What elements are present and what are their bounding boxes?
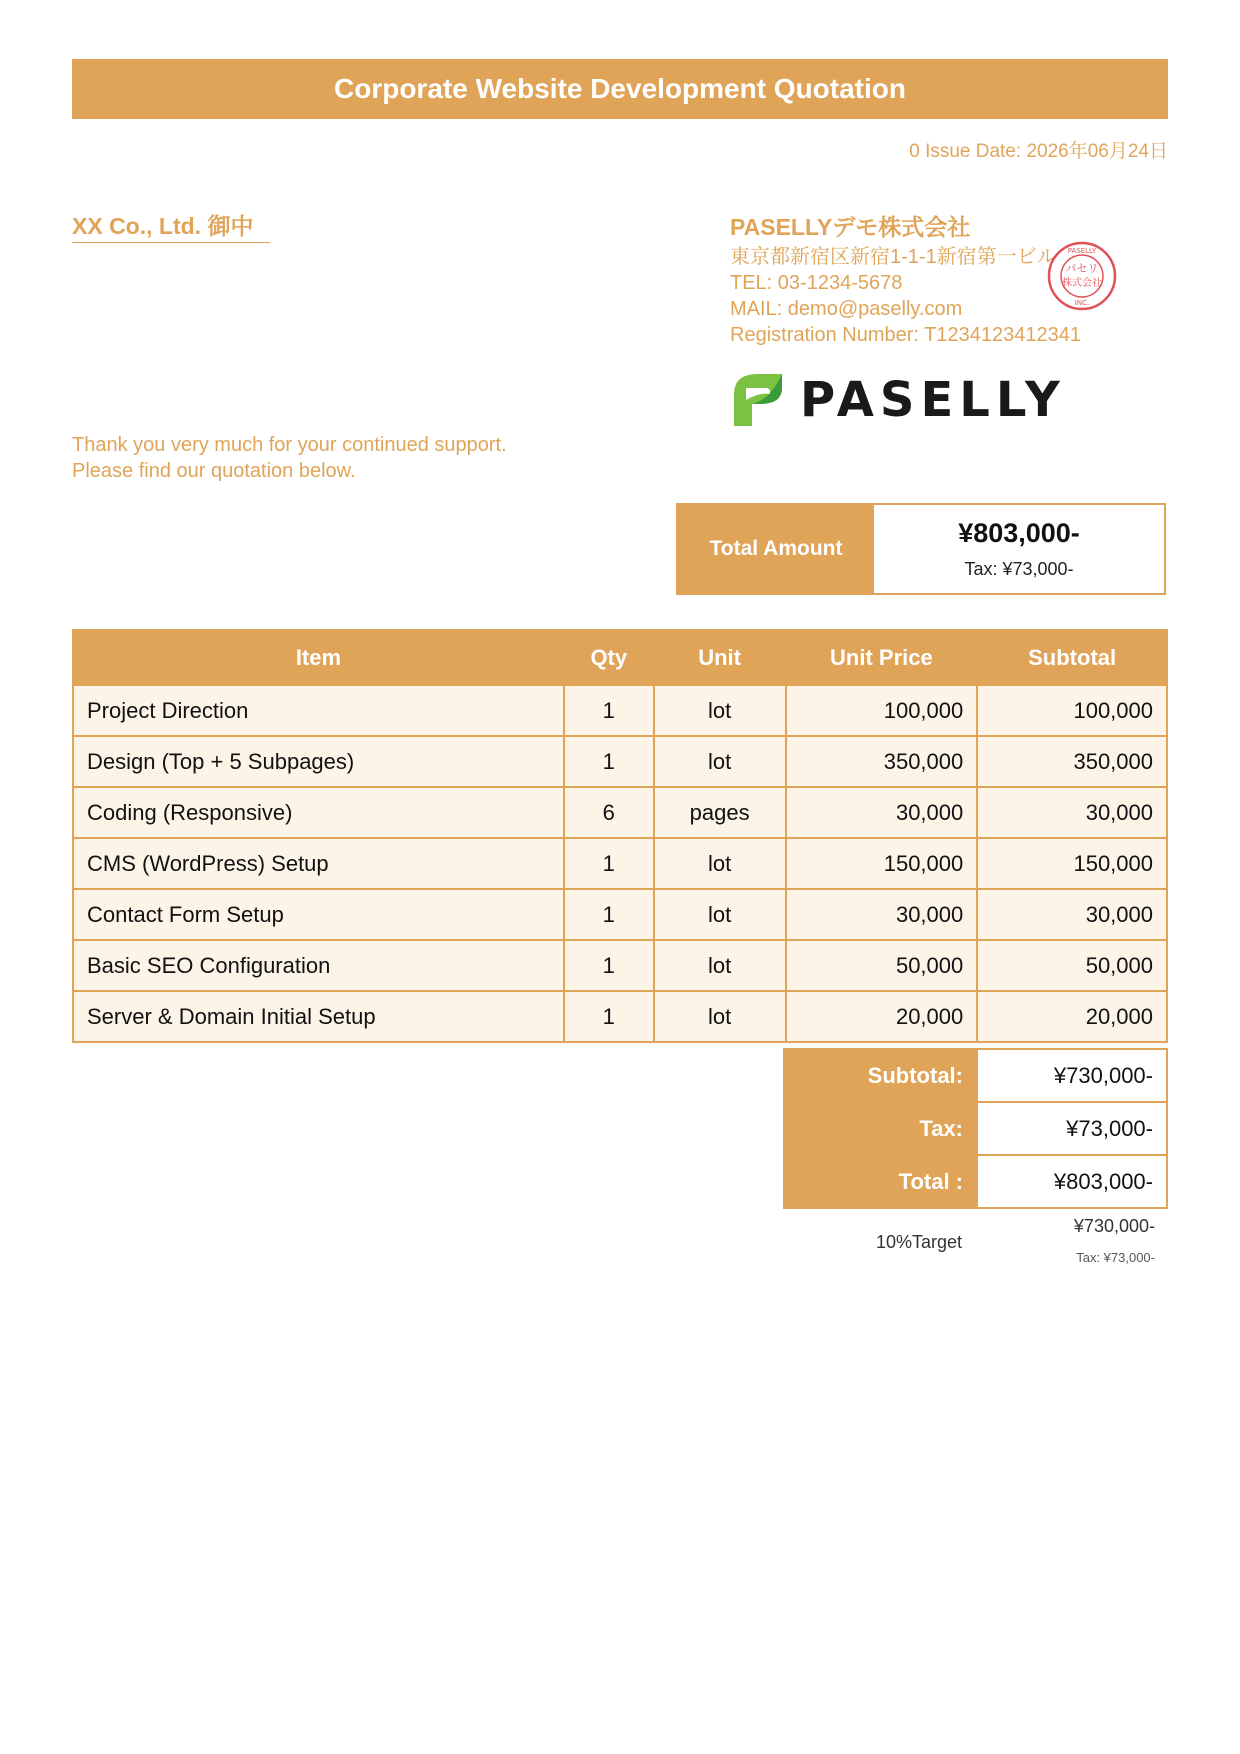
greeting-line-2: Please find our quotation below.	[72, 460, 356, 482]
item-unit-price: 20,000	[786, 991, 978, 1042]
item-unit: lot	[654, 685, 786, 736]
summary-total-value: ¥803,000-	[977, 1155, 1167, 1208]
item-unit: lot	[654, 991, 786, 1042]
table-row	[73, 685, 1167, 736]
item-subtotal: 50,000	[977, 940, 1167, 991]
table-row	[73, 787, 1167, 838]
table-row	[73, 736, 1167, 787]
logo-wordmark: PASELLY	[800, 372, 1066, 428]
header-item: Item	[73, 630, 564, 685]
table-row	[73, 889, 1167, 940]
table-row	[73, 940, 1167, 991]
total-amount-box	[676, 503, 1166, 595]
item-unit-price: 30,000	[786, 889, 978, 940]
issue-date: 0 Issue Date: 2026年06月24日	[909, 141, 1168, 162]
item-name: Server & Domain Initial Setup	[73, 991, 564, 1042]
item-qty: 1	[564, 736, 654, 787]
svg-text:PASELLY: PASELLY	[1067, 247, 1097, 255]
item-qty: 1	[564, 889, 654, 940]
document-title: Corporate Website Development Quotation	[72, 59, 1168, 119]
item-unit-price: 350,000	[786, 736, 978, 787]
item-unit: lot	[654, 889, 786, 940]
item-subtotal: 30,000	[977, 889, 1167, 940]
header-unit-price: Unit Price	[786, 630, 978, 685]
svg-text:株式会社: 株式会社	[1062, 278, 1102, 289]
header-subtotal: Subtotal	[977, 630, 1167, 685]
summary-total-label: Total :	[784, 1155, 977, 1208]
tax-breakdown-tax: Tax: ¥73,000-	[1076, 1250, 1155, 1265]
tax-breakdown-label: 10%Target	[875, 1232, 962, 1252]
table-row	[73, 838, 1167, 889]
item-name: Coding (Responsive)	[73, 787, 564, 838]
company-info	[730, 212, 1081, 348]
greeting-line-1: Thank you very much for your continued support.	[72, 434, 507, 456]
company-address: 東京都新宿区新宿1-1-1新宿第一ビル	[730, 246, 1057, 268]
company-registration: Registration Number: T1234123412341	[730, 324, 1081, 346]
item-subtotal: 350,000	[977, 736, 1167, 787]
summary-row-subtotal	[784, 1049, 1167, 1102]
table-row	[73, 991, 1167, 1042]
table-header-row	[73, 630, 1167, 685]
company-name: PASELLYデモ株式会社	[730, 214, 971, 240]
item-qty: 1	[564, 940, 654, 991]
svg-text:INC.: INC.	[1074, 299, 1090, 307]
svg-text:パセリ: パセリ	[1065, 262, 1099, 275]
greeting-text	[72, 432, 507, 484]
header-qty: Qty	[564, 630, 654, 685]
summary-row-tax	[784, 1102, 1167, 1155]
item-subtotal: 20,000	[977, 991, 1167, 1042]
item-unit-price: 100,000	[786, 685, 978, 736]
item-name: Design (Top + 5 Subpages)	[73, 736, 564, 787]
header-unit: Unit	[654, 630, 786, 685]
item-subtotal: 100,000	[977, 685, 1167, 736]
total-amount-values	[874, 505, 1164, 593]
item-subtotal: 150,000	[977, 838, 1167, 889]
item-qty: 6	[564, 787, 654, 838]
total-amount-value: ¥803,000-	[958, 518, 1080, 548]
item-qty: 1	[564, 685, 654, 736]
summary-subtotal-value: ¥730,000-	[977, 1049, 1167, 1102]
company-tel: TEL: 03-1234-5678	[730, 272, 903, 294]
total-amount-tax: Tax: ¥73,000-	[964, 559, 1074, 579]
item-name: CMS (WordPress) Setup	[73, 838, 564, 889]
item-qty: 1	[564, 991, 654, 1042]
item-unit: lot	[654, 736, 786, 787]
summary-row-total	[784, 1155, 1167, 1208]
item-unit: lot	[654, 838, 786, 889]
company-mail: MAIL: demo@paselly.com	[730, 298, 963, 320]
item-name: Contact Form Setup	[73, 889, 564, 940]
item-qty: 1	[564, 838, 654, 889]
item-unit: lot	[654, 940, 786, 991]
line-items-table	[72, 629, 1168, 1043]
total-amount-label: Total Amount	[678, 505, 874, 593]
company-logo	[730, 370, 1066, 430]
summary-tax-value: ¥73,000-	[977, 1102, 1167, 1155]
item-unit-price: 30,000	[786, 787, 978, 838]
client-name: XX Co., Ltd. 御中	[72, 212, 270, 243]
logo-leaf-icon	[730, 370, 786, 430]
item-unit-price: 150,000	[786, 838, 978, 889]
item-subtotal: 30,000	[977, 787, 1167, 838]
item-unit-price: 50,000	[786, 940, 978, 991]
tax-breakdown-amount: ¥730,000-	[1073, 1216, 1155, 1236]
summary-subtotal-label: Subtotal:	[784, 1049, 977, 1102]
summary-tax-label: Tax:	[784, 1102, 977, 1155]
item-name: Project Direction	[73, 685, 564, 736]
summary-table	[783, 1048, 1168, 1209]
item-unit: pages	[654, 787, 786, 838]
item-name: Basic SEO Configuration	[73, 940, 564, 991]
company-seal-stamp	[1046, 240, 1118, 312]
